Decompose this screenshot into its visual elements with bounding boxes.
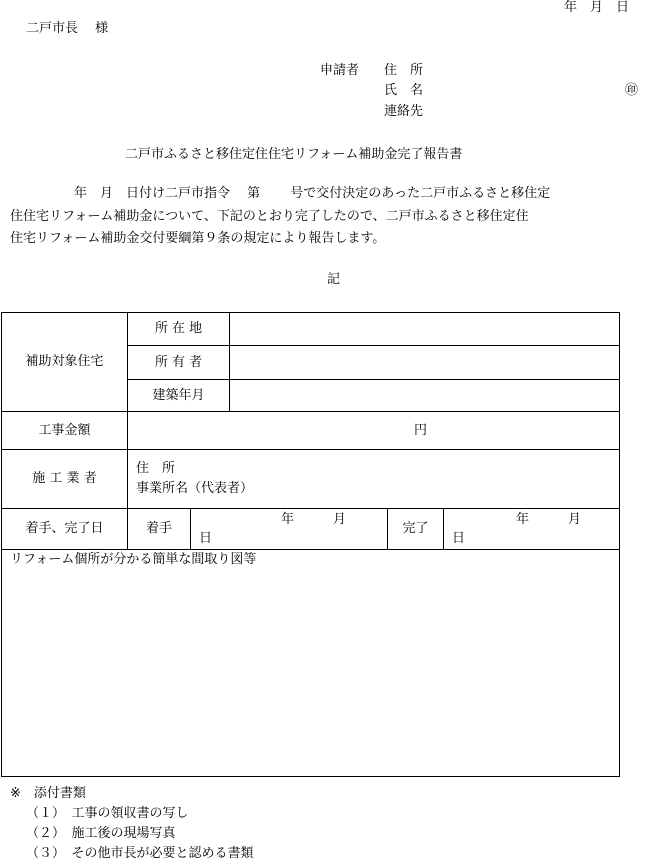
complete-date-field[interactable] xyxy=(444,509,620,550)
complete-date-ym: 年 月 xyxy=(516,512,582,527)
period-label: 着手、完了日 xyxy=(2,509,128,550)
document-title: 二戸市ふるさと移住定住住宅リフォーム補助金完了報告書 xyxy=(125,147,463,162)
start-date-day: 日 xyxy=(199,531,213,546)
build-year-label: 建築年月 xyxy=(128,380,230,412)
applicant-label: 申請者 xyxy=(320,63,360,78)
applicant-address-label: 住 所 xyxy=(384,63,424,78)
attachment-item: （３） その他市長が必要と認める書類 xyxy=(26,846,254,861)
contractor-address-label: 住 所 xyxy=(136,461,176,476)
location-field[interactable] xyxy=(230,313,620,346)
applicant-name-label: 氏 名 xyxy=(384,83,424,98)
cost-label: 工事金額 xyxy=(2,412,128,450)
owner-field[interactable] xyxy=(230,346,620,380)
contractor-office-label: 事業所名（代表者） xyxy=(136,481,254,496)
yen-unit: 円 xyxy=(414,422,428,438)
applicant-contact-label: 連絡先 xyxy=(384,104,424,119)
body-line-3: 住宅リフォーム補助金交付要綱第９条の規定により報告します。 xyxy=(10,231,386,246)
floorplan-area[interactable] xyxy=(2,550,620,777)
body-line-2: 住住宅リフォーム補助金について、下記のとおり完了したので、二戸市ふるさと移住定住 xyxy=(10,209,529,224)
owner-label: 所 有 者 xyxy=(128,346,230,380)
complete-label: 完了 xyxy=(388,509,444,550)
location-label: 所 在 地 xyxy=(128,313,230,346)
contractor-field[interactable] xyxy=(128,450,620,509)
ki-heading: 記 xyxy=(327,272,341,287)
floorplan-label: リフォーム個所が分かる簡単な間取り図等 xyxy=(10,552,257,567)
build-year-field[interactable] xyxy=(230,380,620,412)
start-date-ym: 年 月 xyxy=(281,512,347,527)
attachment-item: （２） 施工後の現場写真 xyxy=(26,826,176,841)
addressee: 二戸市長 様 xyxy=(26,21,109,36)
seal-mark: ㊞ xyxy=(625,83,639,98)
cost-field[interactable] xyxy=(128,412,620,450)
attachments-heading: ※ 添付書類 xyxy=(10,786,86,801)
target-house-label: 補助対象住宅 xyxy=(2,313,128,412)
report-form-table xyxy=(1,312,620,777)
attachment-item: （１） 工事の領収書の写し xyxy=(26,806,189,821)
start-label: 着手 xyxy=(128,509,191,550)
start-date-field[interactable] xyxy=(191,509,388,550)
body-line-1: 年 月 日付け二戸市指令 第 号で交付決定のあった二戸市ふるさと移住定 xyxy=(74,186,551,201)
date-line: 年 月 日 xyxy=(564,0,630,15)
complete-date-day: 日 xyxy=(452,531,466,546)
contractor-label: 施 工 業 者 xyxy=(2,450,128,509)
